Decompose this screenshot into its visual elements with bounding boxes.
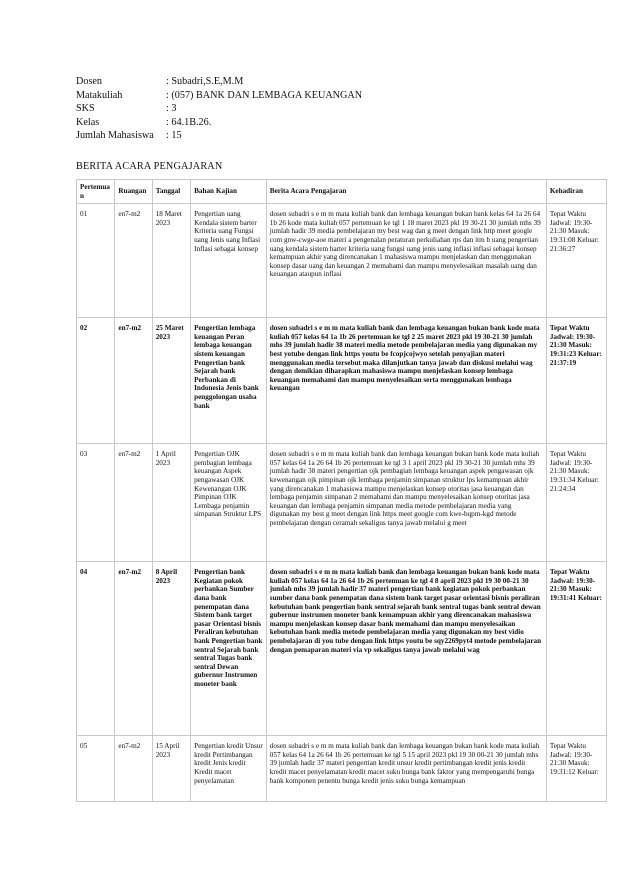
info-label: Dosen <box>76 76 103 87</box>
info-value: : 3 <box>166 103 177 115</box>
cell-tanggal: 18 Maret 2023 <box>152 204 190 318</box>
info-value: : Subadri,S.E,M.M <box>166 76 244 87</box>
info-row-dosen <box>76 75 362 89</box>
header-tanggal: Tanggal <box>152 180 190 204</box>
cell-pertemuan: 03 <box>77 444 115 562</box>
info-row-matakuliah <box>76 89 362 103</box>
cell-kehadiran: Tepat Waktu Jadwal: 19:30-21:30 Masuk: 19:31:23 Keluar: 21:37:19 <box>546 318 606 444</box>
info-value: : 15 <box>166 130 182 142</box>
info-row-jumlah-mahasiswa <box>76 129 362 143</box>
section-title: BERITA ACARA PENGAJARAN <box>76 161 223 172</box>
cell-bahan-kajian: Pengertian bank Kegiatan pokok perbankan Sumber dana bank penempatan dana Sistem bank target pasar Orientasi bisnis Peraliran kebutuhan bank Pengertian bank sentral Sejarah bank sentral Tugas bank sentral Dewan gubernur Instrumen moneter bank <box>191 562 267 736</box>
cell-tanggal: 1 April 2023 <box>152 444 190 562</box>
course-info <box>76 75 362 143</box>
info-label: Matakuliah <box>76 89 123 101</box>
cell-tanggal: 15 April 2023 <box>152 736 190 802</box>
cell-bahan-kajian: Pengertian uang Kendala sistem barter Kriteria uang Fungsi uang Jenis uang Inflasi Inflasi sebagai konsep <box>191 204 267 318</box>
cell-ruangan: en7-m2 <box>115 204 152 318</box>
cell-bahan-kajian: Pengertian kredit Unsur kredit Pertimbangan kredit Jenis kredit Kredit macet penyelamatan <box>191 736 267 802</box>
cell-ruangan: en7-m2 <box>115 318 152 444</box>
cell-ruangan: en7-m2 <box>115 444 152 562</box>
cell-bahan-kajian: Pengertian OJK pembagian lembaga keuangan Aspek pengawasan OJK Kewenangan OJK Pimpinan OJK Lembaga penjamin simpanan Struktur LPS <box>191 444 267 562</box>
cell-tanggal: 8 April 2023 <box>152 562 190 736</box>
info-label: Kelas <box>76 116 100 128</box>
cell-berita-acara: dosen subadri s e m m mata kuliah bank dan lembaga keuangan bukan bank kode mata kuliah 057 kelas 64 1a 1b 26 pertemuan ke tgl 2 25 maret 2023 pkl 19 30-21 30 jumlah mhs 39 jumlah hadir 38 materi media metode pembelajaran media yang digunakan my best yotube dengan link https youtu be fcopjcojwyo setelah penyajian materi menggunakan media tersebut maka dilanjutkan tanya jawab dan diskusi melalui wag dengan demikian diharapkan mahasiswa mampu menjelaskan konsep lembaga keuangan memahami dan mampu menyelesaikan serta menggunakan lembaga keuangan <box>266 318 546 444</box>
cell-ruangan: en7-m2 <box>115 736 152 802</box>
info-label: SKS <box>76 103 95 115</box>
table-row <box>77 444 607 562</box>
header-kehadiran: Kehadiran <box>546 180 606 204</box>
info-value: : (057) BANK DAN LEMBAGA KEUANGAN <box>166 89 363 101</box>
info-row-sks <box>76 102 362 116</box>
info-value: : 64.1B.26. <box>166 116 212 128</box>
cell-berita-acara: dosen subadri s e m m mata kuliah bank dan lembaga keuangan bukan bank kode mata kuliah 057 kelas 64 1a 26 64 1b 26 pertemuan ke tgl 5 15 april 2023 pkl 19 30 00-21 30 jumlah mhs 39 jumlah hadir 37 materi pengertian kredit unsur kredit pertimbangan kredit jenis kredit kredit macet penyelamatan kredit macet suku bunga bank faktor yang mempengaruhi bunga bank komponen penentu bunga kredit jenis suku bunga kemampuan <box>266 736 546 802</box>
table-row <box>77 562 607 736</box>
cell-kehadiran: Tepat Waktu Jadwal: 19:30-21:30 Masuk: 19:31:34 Keluar: 21:24:34 <box>546 444 606 562</box>
cell-kehadiran: Tepat Waktu Jadwal: 19:30-21:30 Masuk: 19:31:08 Keluar: 21:36:27 <box>546 204 606 318</box>
cell-kehadiran: Tepat Waktu Jadwal: 19:30-21:30 Masuk: 19:31:12 Keluar: <box>546 736 606 802</box>
berita-acara-table <box>76 179 607 802</box>
cell-tanggal: 25 Maret 2023 <box>152 318 190 444</box>
table-header-row <box>77 180 607 204</box>
cell-berita-acara: dosen subadri s e m m mata kuliah bank dan lembaga keuangan bukan bank kode mata kuliah 057 kelas 64 1a 26 64 1b 26 pertemuan ke tgl 4 8 april 2023 pkl 19 30 00-21 30 jumlah mhs 39 jumlah hadir 37 materi pengertian bank kegiatan pokok perbankan sumber dana bank penempatan dana sistem bank target pasar orientasi bisnis peraliran kebutuhan bank pengertian bank sentral sejarah bank sentral tugas bank sentral dewan gubernur instrumen moneter bank kemampuan akhir yang direncanakan mahasiswa mampu menjelaskan konsep dasar bank memahami dan mampu menyelesaikan kebutuhan bank media metode pembelajaran media yang digunakan my best vidio pembelajaran di you tube dengan link https youtu be sqy2269pyt4 metode pembelajaran dengan pemaparan materi via vp sekaligus tanya jawab melalui wag <box>266 562 546 736</box>
table-row <box>77 736 607 802</box>
info-row-kelas <box>76 116 362 130</box>
header-pertemuan: Pertemuan <box>77 180 115 204</box>
header-ruangan: Ruangan <box>115 180 152 204</box>
info-label: Jumlah Mahasiswa <box>76 130 154 142</box>
header-berita-acara: Berita Acara Pengajaran <box>266 180 546 204</box>
cell-bahan-kajian: Pengertian lembaga keuangan Peran lembaga keuangan sistem keuangan Pengertian bank Sejarah bank Perbankan di Indonesia Jenis bank penggolongan usaha bank <box>191 318 267 444</box>
table-row <box>77 204 607 318</box>
cell-berita-acara: dosen subadri s e m m mata kuliah bank dan lembaga keuangan bukan bank kelas 64 1a 26 64 1b 26 kode mata kuliah 057 pertemuan ke tgl 1 18 maret 2023 pkl 19 30-21 30 jumlah mhs 39 jumlah hadir 39 media pembelajaran my best wag dan g meet dengan link http meet google com gnw-cwge-aoe materi a pengenalan peraturan perkuliahan rps dan itm b uang pengertian uang kendala sistem barter kriteria uang fungsi uang jenis uang inflasi inflasi sebagai konsep kemampuan akhir yang direncanakan 1 mahasiswa mampu menjelaskan dan menggunakan konsep dasar uang dan keuangan 2 memahami dan mampu menyelesaikan masalah uang dan keuangan ataupun inflasi <box>266 204 546 318</box>
cell-berita-acara: dosen subadri s e m m mata kuliah bank dan lembaga keuangan bukan bank kode mata kuliah 057 kelas 64 1a 26 64 1b 26 pertemuan ke tgl 3 1 april 2023 pkl 19 30-21 30 jumlah mhs 39 jumlah hadir 38 materi pengertian ojk pembagian lembaga keuangan aspek pengawasan ojk kewenangan ojk pimpinan ojk lembaga penjamin simpanan struktur lps kemampuan akhir yang direncanakan 1 mahasiswa mampu menjelaskan konsep otoritas jasa keuangan dan lembaga penjamin simpanan 2 memahami dan mampu menyelesaikan konsep otoritas jasa keuangan dan lembaga penjamin simpanan media metode pembelajaran media yang digunakan my best g meet dengan link https meet google com kwe-bqpm-kgd metode pembelajaran dengan ceramah sekaligus tanya jawab melalui g meet <box>266 444 546 562</box>
cell-pertemuan: 02 <box>77 318 115 444</box>
cell-pertemuan: 05 <box>77 736 115 802</box>
cell-ruangan: en7-m2 <box>115 562 152 736</box>
table-row <box>77 318 607 444</box>
cell-pertemuan: 01 <box>77 204 115 318</box>
cell-kehadiran: Tepat Waktu Jadwal: 19:30-21:30 Masuk: 19:31:41 Keluar: <box>546 562 606 736</box>
cell-pertemuan: 04 <box>77 562 115 736</box>
header-bahan-kajian: Bahan Kajian <box>191 180 267 204</box>
